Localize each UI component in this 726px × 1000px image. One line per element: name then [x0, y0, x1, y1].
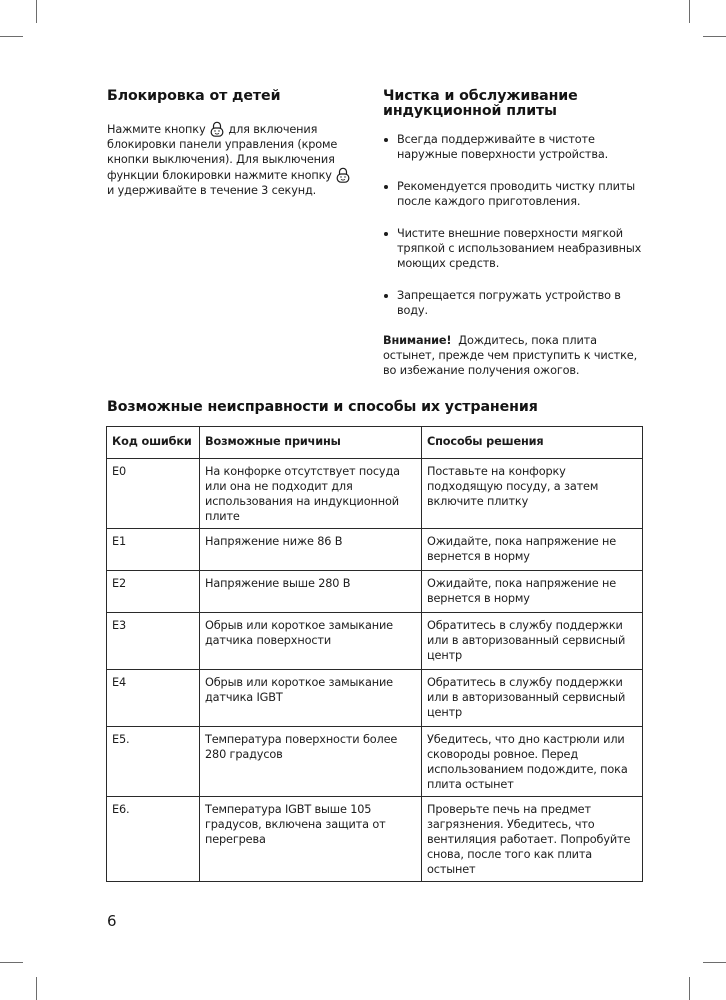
child-lock-title: Блокировка от детей — [107, 88, 281, 104]
crop-mark — [689, 977, 690, 1000]
cleaning-section — [383, 89, 648, 378]
error-code: E4 — [107, 670, 200, 727]
error-code: E0 — [107, 459, 200, 529]
header-error-code: Код ошибки — [107, 427, 200, 459]
table-row — [107, 797, 643, 882]
error-cause: Температура IGBT выше 105 градусов, включена защита от перегрева — [200, 797, 422, 882]
troubleshooting-title: Возможные неисправности и способы их устранения — [107, 399, 538, 415]
error-solution: Проверьте печь на предмет загрязнения. Убедитесь, что вентиляция работает. Попробуйте снова, после того как плита остынет — [422, 797, 643, 882]
lock-icon — [210, 121, 224, 137]
cleaning-title-line2: индукционной плиты — [383, 103, 557, 119]
error-code: E2 — [107, 571, 200, 613]
cleaning-bullet-list — [383, 132, 648, 318]
child-lock-text-part1: Нажмите кнопку — [107, 123, 206, 136]
error-solution: Обратитесь в службу поддержки или в авторизованный сервисный центр — [422, 670, 643, 727]
child-lock-text-part3: и удерживайте в течение 3 секунд. — [107, 184, 317, 197]
error-cause: На конфорке отсутствует посуда или она не подходит для использования на индукционной плите — [200, 459, 422, 529]
cleaning-warning — [383, 333, 648, 378]
crop-mark — [36, 977, 37, 1000]
error-cause: Обрыв или короткое замыкание датчика поверхности — [200, 613, 422, 670]
crop-mark — [0, 962, 23, 963]
header-solutions: Способы решения — [422, 427, 643, 459]
error-code: E3 — [107, 613, 200, 670]
table-row — [107, 670, 643, 727]
error-solution: Ожидайте, пока напряжение не вернется в норму — [422, 571, 643, 613]
error-cause: Обрыв или короткое замыкание датчика IGBT — [200, 670, 422, 727]
child-lock-section — [107, 89, 357, 198]
error-code: E5. — [107, 727, 200, 797]
table-row — [107, 529, 643, 571]
crop-mark — [703, 962, 726, 963]
lock-icon — [336, 167, 350, 183]
error-code: E6. — [107, 797, 200, 882]
cleaning-title-line1: Чистка и обслуживание — [383, 88, 578, 104]
warning-label: Внимание! — [383, 334, 452, 347]
cleaning-bullet: Чистите внешние поверхности мягкой тряпкой с использованием неабразивных моющих средств. — [383, 226, 648, 271]
header-possible-causes: Возможные причины — [200, 427, 422, 459]
error-codes-table — [106, 426, 643, 882]
child-lock-text — [107, 121, 357, 198]
table-header-row — [107, 427, 643, 459]
error-solution: Убедитесь, что дно кастрюли или сковороды ровное. Перед использованием подождите, пока плита остынет — [422, 727, 643, 797]
error-cause: Напряжение выше 280 В — [200, 571, 422, 613]
page-number: 6 — [107, 912, 117, 930]
cleaning-bullet: Рекомендуется проводить чистку плиты после каждого приготовления. — [383, 179, 648, 209]
error-solution: Ожидайте, пока напряжение не вернется в норму — [422, 529, 643, 571]
cleaning-bullet: Запрещается погружать устройство в воду. — [383, 288, 648, 318]
child-lock-text-part2: для включения блокировки панели управления (кроме кнопки выключения). Для выключения функции блокировки нажмите кнопку — [107, 123, 338, 182]
error-code: E1 — [107, 529, 200, 571]
crop-mark — [703, 36, 726, 37]
error-cause: Напряжение ниже 86 В — [200, 529, 422, 571]
table-row — [107, 727, 643, 797]
crop-mark — [689, 0, 690, 23]
crop-mark — [36, 0, 37, 23]
table-row — [107, 459, 643, 529]
warning-text: Дождитесь, пока плита остынет, прежде чем приступить к чистке, во избежание получения ожогов. — [383, 334, 638, 377]
crop-mark — [0, 36, 23, 37]
error-solution: Обратитесь в службу поддержки или в авторизованный сервисный центр — [422, 613, 643, 670]
error-solution: Поставьте на конфорку подходящую посуду, а затем включите плитку — [422, 459, 643, 529]
table-row — [107, 571, 643, 613]
cleaning-bullet: Всегда поддерживайте в чистоте наружные поверхности устройства. — [383, 132, 648, 162]
table-row — [107, 613, 643, 670]
error-cause: Температура поверхности более 280 градусов — [200, 727, 422, 797]
cleaning-title — [383, 89, 648, 119]
